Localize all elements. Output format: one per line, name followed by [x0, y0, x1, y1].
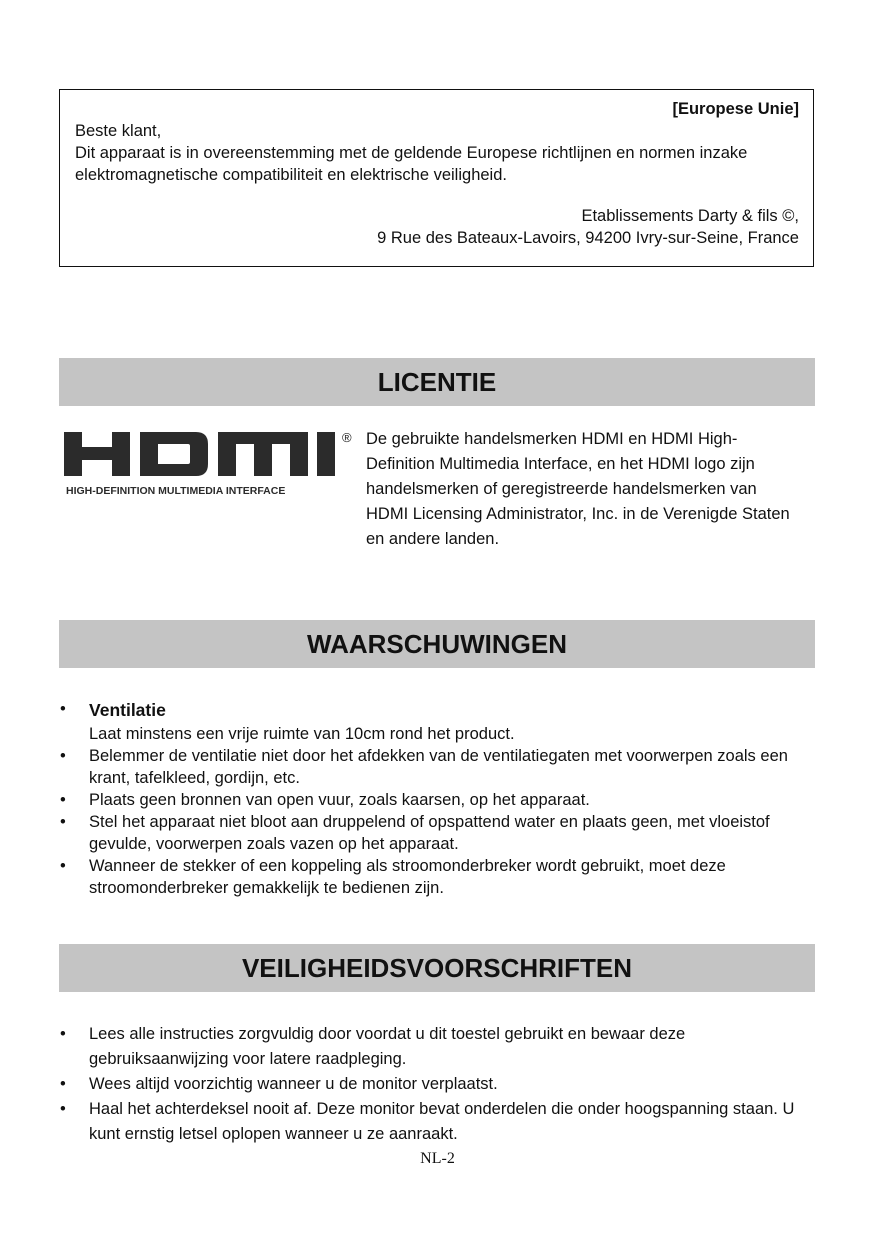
hdmi-letter-i [317, 432, 335, 476]
safety-item: • Haal het achterdeksel nooit af. Deze monitor bevat onderdelen die onder hoogspanning staan. U kunt ernstig letsel oplopen wanneer u ze aanraakt. [60, 1097, 820, 1147]
warning-item: • Wanneer de stekker of een koppeling als stroomonderbreker wordt gebruikt, moet deze stroomonderbreker gemakkelijk te bedienen zijn. [60, 855, 820, 899]
ventilation-title: • Ventilatie [89, 700, 166, 720]
eu-region-label: [Europese Unie] [672, 100, 799, 118]
warnings-heading: WAARSCHUWINGEN [59, 620, 815, 668]
eu-notice-box [59, 89, 814, 267]
safety-item: • Lees alle instructies zorgvuldig door voordat u dit toestel gebruikt en bewaar deze gebruiksaanwijzing voor latere raadpleging. [60, 1022, 820, 1072]
warnings-list [60, 698, 820, 899]
warning-item: • Plaats geen bronnen van open vuur, zoals kaarsen, op het apparaat. [60, 789, 820, 811]
safety-item: • Wees altijd voorzichtig wanneer u de monitor verplaatst. [60, 1072, 820, 1097]
hdmi-letter-h-bar [64, 447, 130, 460]
warning-item-ventilation [60, 698, 820, 745]
hdmi-tagline: HIGH-DEFINITION MULTIMEDIA INTERFACE [66, 485, 286, 497]
hdmi-letter-d [140, 432, 208, 476]
warning-item: • Belemmer de ventilatie niet door het afdekken van de ventilatiegaten met voorwerpen zoals een krant, tafelkleed, gordijn, etc. [60, 745, 820, 789]
registered-mark: ® [342, 430, 352, 445]
license-heading: LICENTIE [59, 358, 815, 406]
license-text: De gebruikte handelsmerken HDMI en HDMI High-Definition Multimedia Interface, en het HDMI logo zijn handelsmerken of geregistreerde handelsmerken van HDMI Licensing Administrator, Inc. in de Verenigde Staten en andere landen. [366, 430, 790, 548]
hdmi-logo [62, 428, 352, 500]
safety-list [60, 1022, 820, 1147]
address-line: 9 Rue des Bateaux-Lavoirs, 94200 Ivry-sur-Seine, France [377, 229, 799, 247]
page-number: NL-2 [420, 1150, 455, 1167]
hdmi-logo-letters [64, 432, 335, 476]
warning-text: Laat minstens een vrije ruimte van 10cm rond het product. [89, 725, 515, 743]
hdmi-letter-m [218, 432, 308, 476]
warning-item: • Stel het apparaat niet bloot aan druppelend of opspattend water en plaats geen, met vloeistof gevulde, voorwerpen zoals vazen op het apparaat. [60, 811, 820, 855]
company-address [377, 205, 799, 249]
greeting: Beste klant, [75, 122, 162, 140]
safety-heading: VEILIGHEIDSVOORSCHRIFTEN [59, 944, 815, 992]
conformity-statement: Dit apparaat is in overeenstemming met de geldende Europese richtlijnen en normen inzake elektromagnetische compatibiliteit en elektrische veiligheid. [75, 144, 748, 184]
company-name: Etablissements Darty & fils ©, [581, 207, 799, 225]
